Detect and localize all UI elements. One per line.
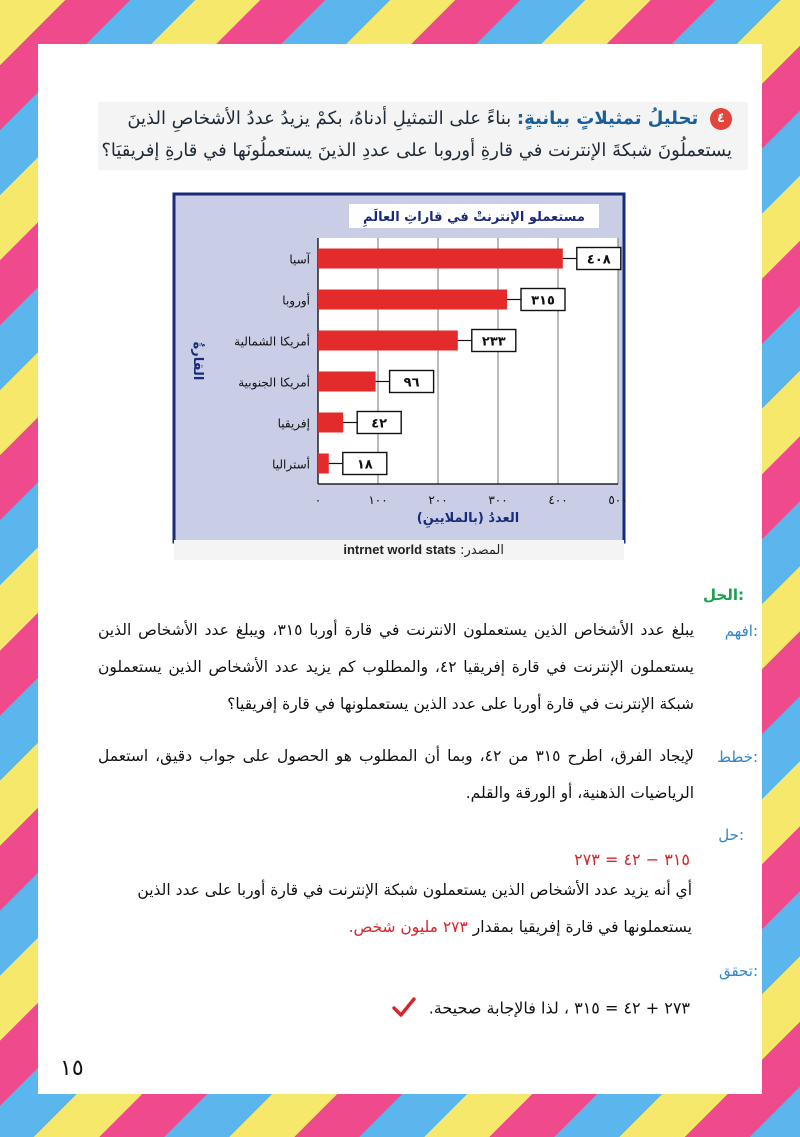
plot-area <box>318 238 618 484</box>
bar-0 <box>318 249 563 269</box>
y-axis-title: القارةُ <box>190 341 205 381</box>
solution-heading: الحل: <box>703 586 744 604</box>
category-label: إفريقيا <box>277 416 310 431</box>
source-label: المصدر: <box>460 543 504 558</box>
question-line-2: يستعملُونَ شبكةَ الإنترنت في قارةِ أوروبا على عددِ الذينَ يستعملُونَها في قارةِ إفريقيَا؟ <box>101 140 732 161</box>
solve-text-line-2 <box>98 909 692 946</box>
category-label: أستراليا <box>272 457 310 472</box>
value-label: ١٨ <box>356 457 373 473</box>
value-label: ٤٠٨ <box>586 252 611 268</box>
x-tick-label: ٥٠٠ <box>608 493 628 507</box>
check-line <box>392 996 690 1022</box>
x-tick-label: ٠ <box>314 493 322 507</box>
category-label: أمريكا الجنوبية <box>238 375 310 390</box>
x-tick-label: ٣٠٠ <box>488 493 508 507</box>
understand-label: افهم: <box>724 622 758 640</box>
check-label: تحقق: <box>718 962 758 980</box>
equation <box>574 850 690 869</box>
value-label: ٣١٥ <box>531 293 555 309</box>
bar-chart <box>174 194 628 542</box>
question-text-1: بناءً على التمثيلِ أدناهُ، بكمْ يزيدُ عددُ الأشخاصِ الذينَ <box>127 108 512 129</box>
question-box <box>98 102 748 170</box>
solve-label: حل: <box>718 826 744 844</box>
plan-text: لإيجاد الفرق، اطرح ٣١٥ من ٤٢، وبما أن المطلوب هو الحصول على جواب دقيق، استعمل الرياضيات الذهنية، أو الورقة والقلم. <box>98 747 694 802</box>
question-title: تحليلُ تمثيلاتٍ بيانيةٍ: <box>516 108 699 129</box>
solve-answer: ٢٧٣ مليون شخص. <box>348 918 468 936</box>
question-line-1 <box>127 108 732 130</box>
solve-text-2: يستعملونها في قارة إفريقيا بمقدار <box>472 918 692 936</box>
source-line <box>174 540 624 560</box>
page-sheet <box>38 44 762 1094</box>
page-number: ١٥ <box>60 1056 84 1081</box>
bar-3 <box>318 372 376 392</box>
category-label: أمريكا الشمالية <box>234 334 310 349</box>
value-label: ٩٦ <box>403 375 420 391</box>
x-axis-title: العددُ (بالملايينِ) <box>416 511 520 526</box>
check-text: ٢٧٣ + ٤٢ = ٣١٥ ، لذا فالإجابة صحيحة. <box>428 998 690 1018</box>
equation-text: ٣١٥ − ٤٢ = ٢٧٣ <box>574 850 690 869</box>
bar-5 <box>318 454 329 474</box>
bar-chart-svg <box>174 194 628 542</box>
solve-text-line-1: أي أنه يزيد عدد الأشخاص الذين يستعملون شبكة الإنترنت في قارة أوربا على عدد الذين <box>137 881 692 899</box>
check-mark-icon <box>392 996 416 1022</box>
x-tick-label: ٤٠٠ <box>548 493 568 507</box>
value-label: ٤٢ <box>371 416 388 432</box>
bar-1 <box>318 290 507 310</box>
category-label: أوروبا <box>282 293 310 308</box>
bar-2 <box>318 331 458 351</box>
value-label: ٢٣٣ <box>481 334 506 350</box>
question-number-badge: ٤ <box>710 108 732 130</box>
chart-title: مستعملو الإنترنتْ في قاراتِ العالَمِ <box>363 210 585 225</box>
x-tick-label: ٢٠٠ <box>428 493 448 507</box>
understand-text: يبلغ عدد الأشخاص الذين يستعملون الانترنت في قارة أوربا ٣١٥، ويبلغ عدد الأشخاص الذين يستعملون الإنترنت في قارة إفريقيا ٤٢، والمطلوب كم يزيد عدد الأشخاص الذين يستعملون شبكة الإنترنت في قارة أوربا على عدد الذين يستعملونها في قارة إفريقيا؟ <box>98 621 695 713</box>
category-label: آسيا <box>289 252 310 267</box>
source-value: intrnet world stats <box>343 542 457 557</box>
x-tick-label: ١٠٠ <box>368 493 388 507</box>
plan-label: خطط: <box>717 748 758 766</box>
bar-4 <box>318 413 343 433</box>
